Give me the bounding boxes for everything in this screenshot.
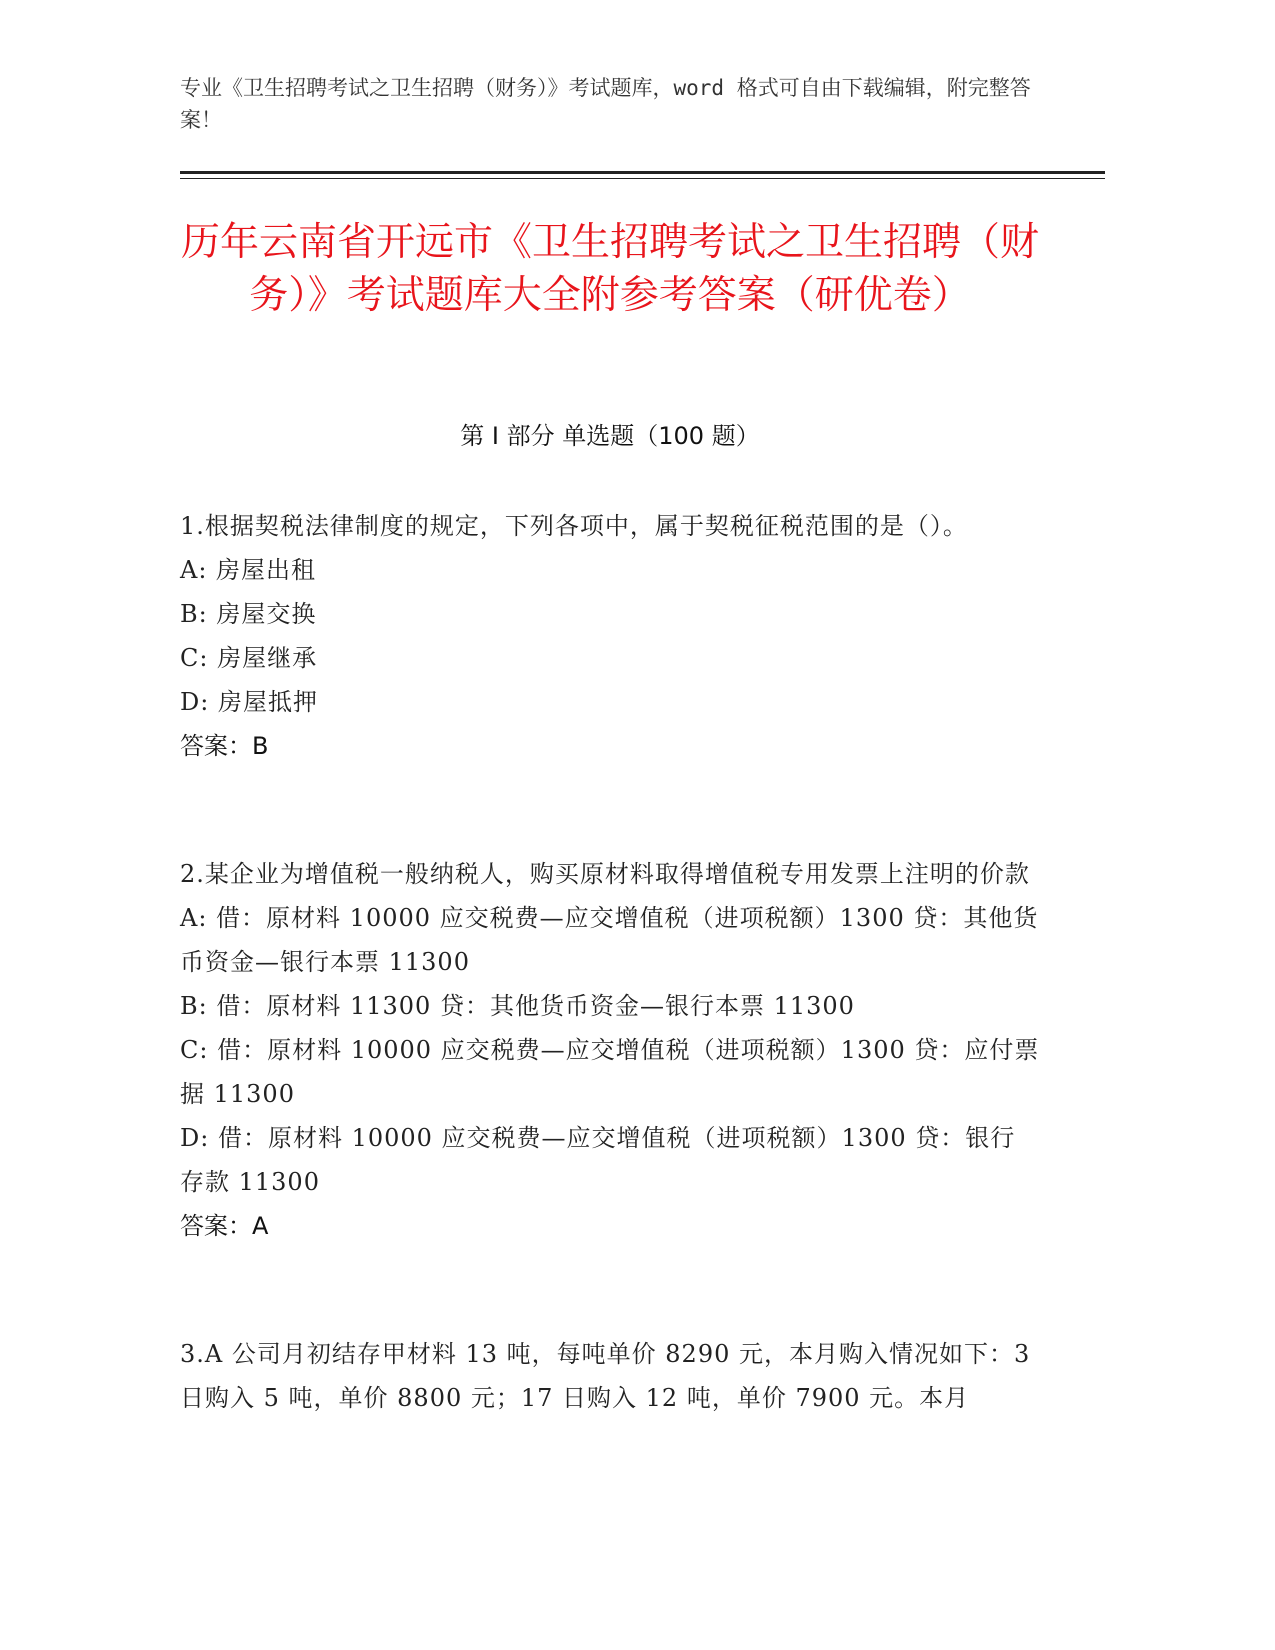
option-c: C: 借：原材料 10000 应交税费—应交增值税（进项税额）1300 贷：应付票据 11300 — [180, 1036, 1040, 1108]
answer: 答案：B — [180, 732, 269, 760]
answer: 答案：A — [180, 1212, 269, 1240]
section-heading: 第 I 部分 单选题（100 题） — [460, 422, 760, 450]
document-title: 历年云南省开远市《卫生招聘考试之卫生招聘（财务）》考试题库大全附参考答案（研优卷） — [180, 220, 1039, 318]
question-stem: 3.A 公司月初结存甲材料 13 吨，每吨单价 8290 元，本月购入情况如下：3 日购入 5 吨，单价 8800 元；17 日购入 12 吨，单价 7900 元。本月 — [180, 1340, 1031, 1412]
option-a: A: 借：原材料 10000 应交税费—应交增值税（进项税额）1300 贷：其他货币资金—银行本票 11300 — [180, 904, 1039, 976]
option-b: B: 借：原材料 11300 贷：其他货币资金—银行本票 11300 — [180, 992, 855, 1020]
option-c: C: 房屋继承 — [180, 644, 318, 672]
option-d: D: 借：原材料 10000 应交税费—应交增值税（进项税额）1300 贷：银行存款 11300 — [180, 1124, 1016, 1196]
question-stem: 1.根据契税法律制度的规定，下列各项中，属于契税征税范围的是（）。 — [180, 512, 968, 540]
header-rule-thick — [180, 171, 1105, 174]
option-d: D: 房屋抵押 — [180, 688, 318, 716]
header-rule-thin — [180, 178, 1105, 179]
option-b: B: 房屋交换 — [180, 600, 317, 628]
header-note: 专业《卫生招聘考试之卫生招聘（财务）》考试题库，word 格式可自由下载编辑，附完整答案！ — [180, 76, 1031, 132]
question-2 — [180, 852, 1040, 1248]
option-a: A: 房屋出租 — [180, 556, 317, 584]
question-3 — [180, 1332, 1040, 1420]
question-stem: 2.某企业为增值税一般纳税人，购买原材料取得增值税专用发票上注明的价款 — [180, 860, 1030, 888]
question-1 — [180, 504, 1040, 768]
